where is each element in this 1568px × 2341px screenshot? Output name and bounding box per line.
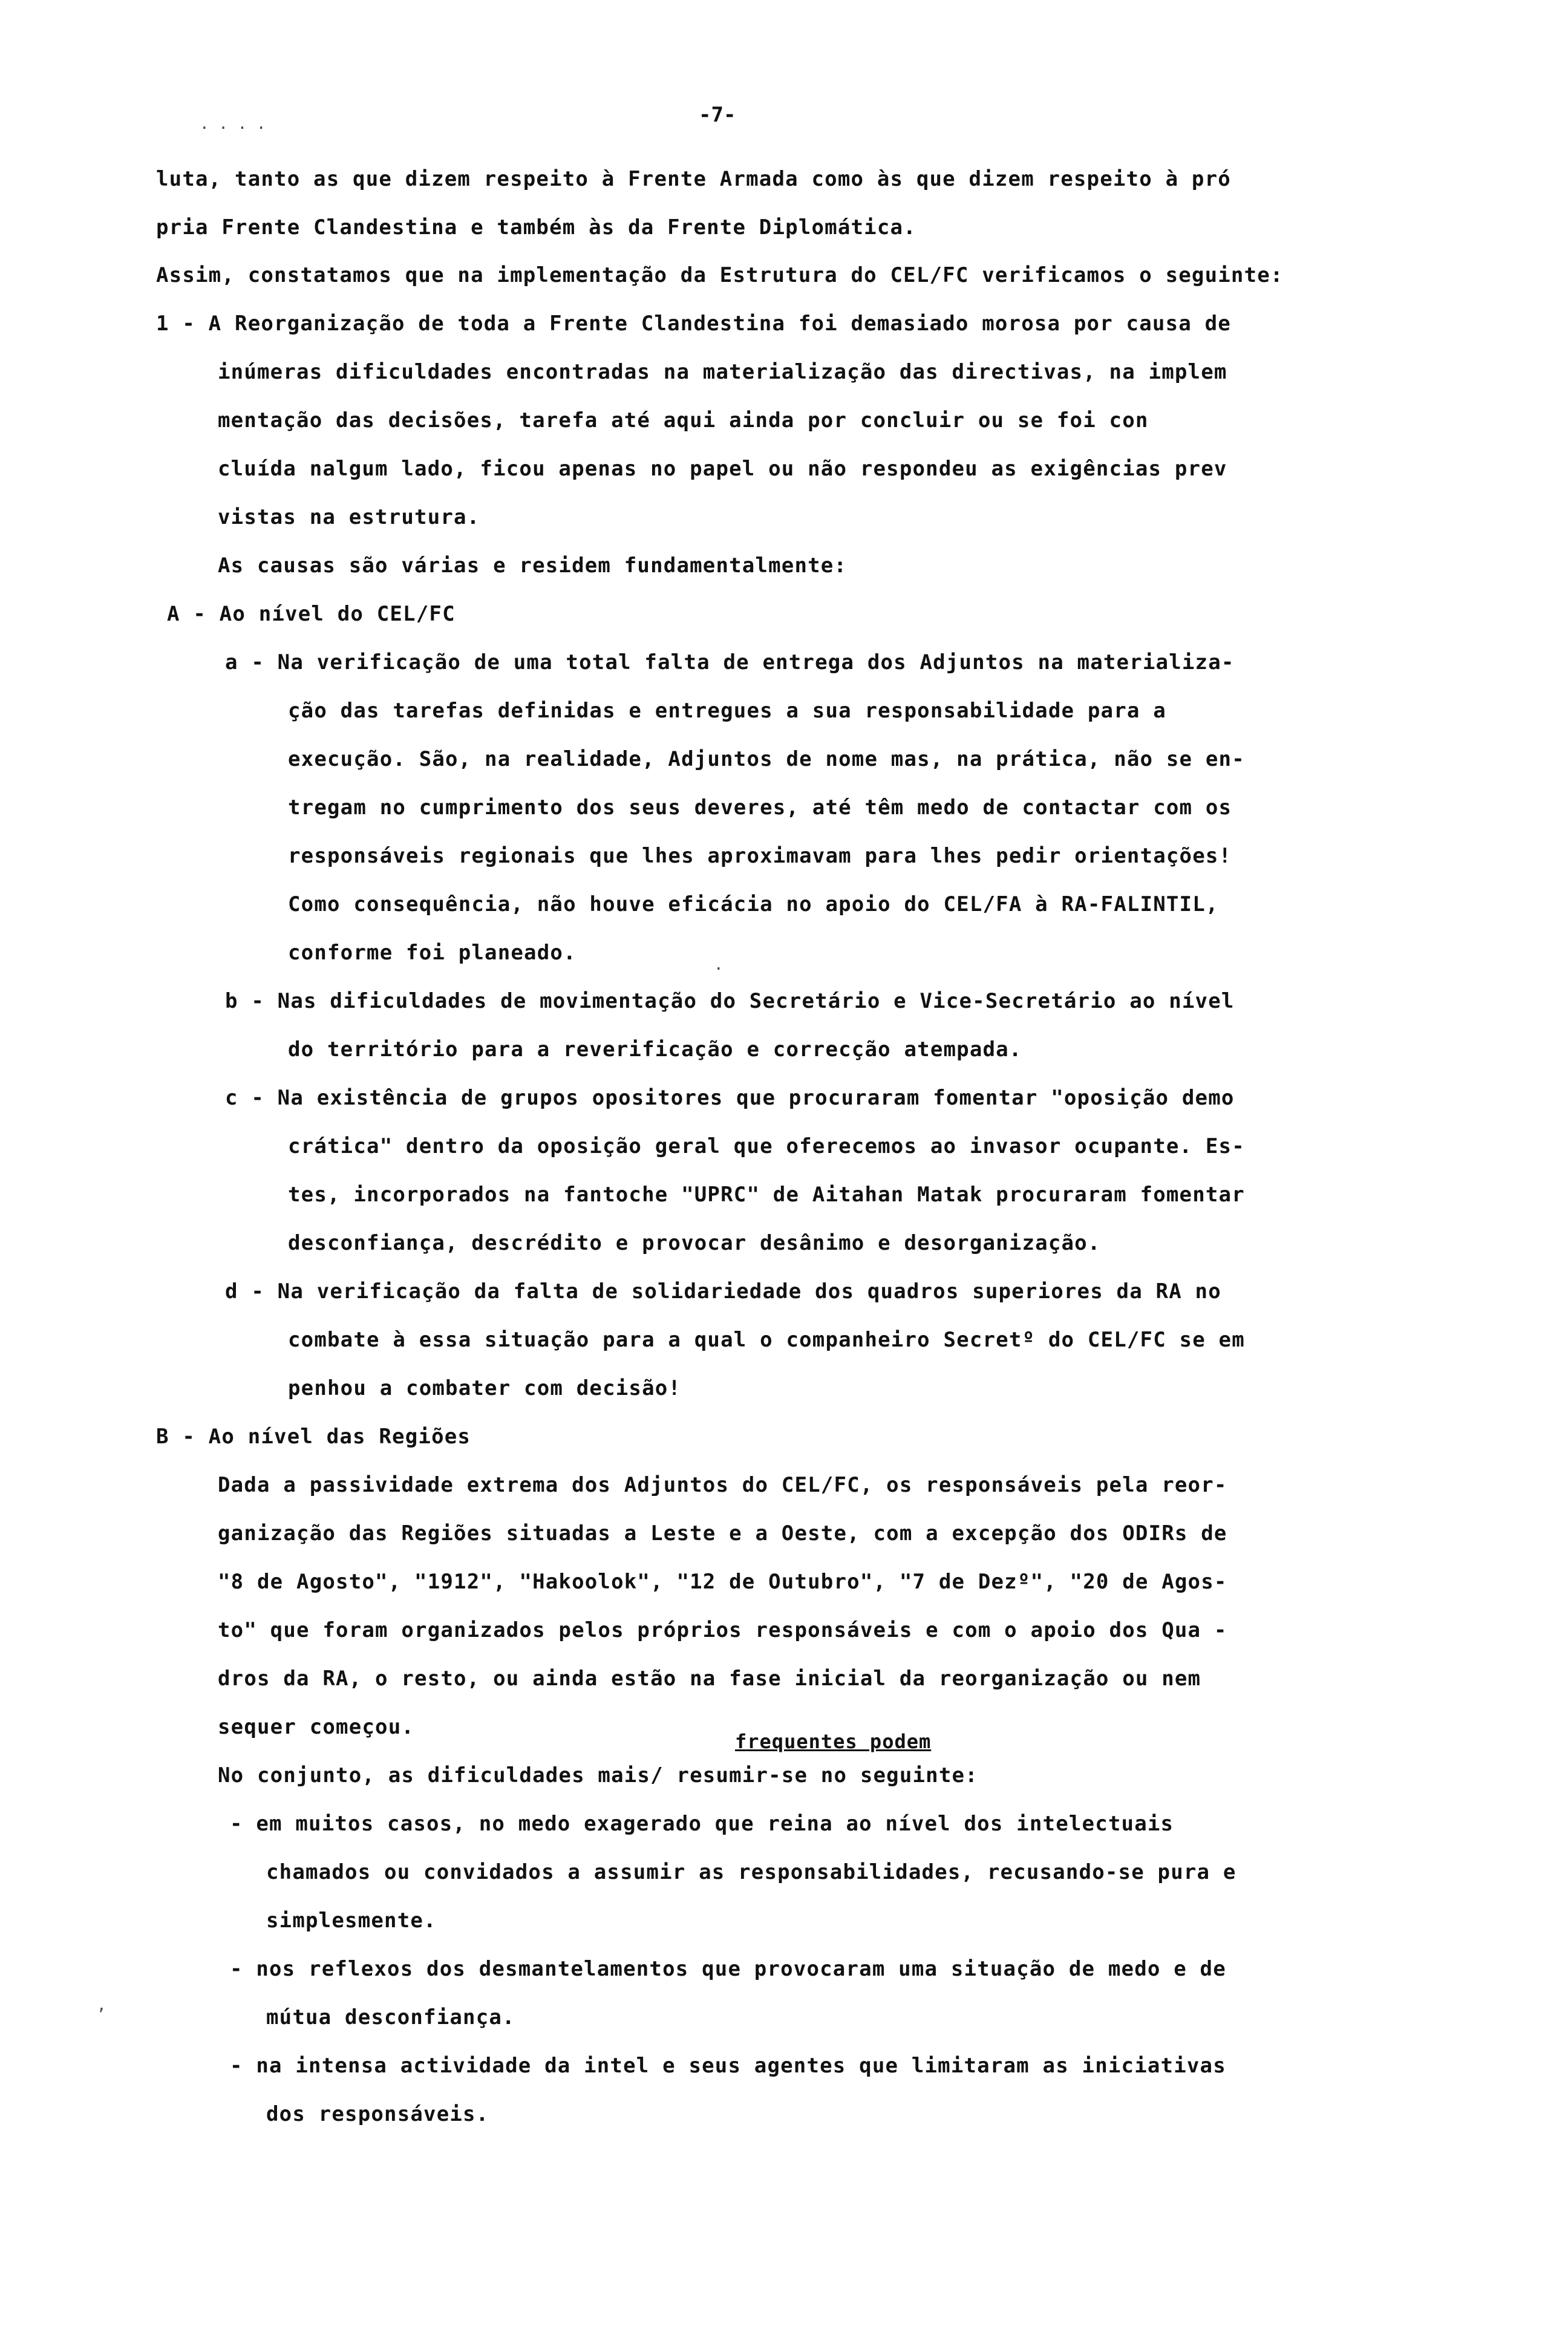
text-line: vistas na estrutura.	[218, 505, 480, 529]
text-line: execução. São, na realidade, Adjuntos de nome mas, na prática, não se en-	[288, 747, 1245, 771]
text-line: tes, incorporados na fantoche "UPRC" de Aitahan Matak procuraram fomentar	[288, 1183, 1245, 1207]
text-line: dros da RA, o resto, ou ainda estão na fase inicial da reorganização ou nem	[218, 1667, 1201, 1691]
text-line: ganização das Regiões situadas a Leste e a Oeste, com a excepção dos ODIRs de	[218, 1521, 1227, 1546]
text-line: desconfiança, descrédito e provocar desânimo e desorganização.	[288, 1231, 1101, 1255]
text-line: crática" dentro da oposição geral que oferecemos ao invasor ocupante. Es-	[288, 1134, 1245, 1158]
list-item-d: d - Na verificação da falta de solidariedade dos quadros superiores da RA no	[225, 1279, 1221, 1304]
text-line: mútua desconfiança.	[266, 2005, 515, 2029]
text-line: luta, tanto as que dizem respeito à Frente Armada como às que dizem respeito à pró	[156, 167, 1231, 191]
list-item-1: 1 - A Reorganização de toda a Frente Clandestina foi demasiado morosa por causa de	[156, 312, 1231, 336]
text-line: pria Frente Clandestina e também às da Frente Diplomática.	[156, 215, 916, 240]
stray-mark-mid: .	[714, 956, 724, 974]
text-line: to" que foram organizados pelos próprios responsáveis e com o apoio dos Qua -	[218, 1618, 1227, 1642]
text-line: mentação das decisões, tarefa até aqui ainda por concluir ou se foi con	[218, 408, 1149, 433]
text-line: simplesmente.	[266, 1908, 437, 1933]
text-line: do território para a reverificação e correcção atempada.	[288, 1037, 1022, 1062]
text-line: chamados ou convidados a assumir as responsabilidades, recusando-se pura e	[266, 1860, 1236, 1884]
stray-mark-left: ,	[97, 1996, 106, 2014]
bullet-item: - na intensa actividade da intel e seus agentes que limitaram as iniciativas	[230, 2054, 1226, 2078]
bullet-item: - nos reflexos dos desmantelamentos que provocaram uma situação de medo e de	[230, 1957, 1226, 1981]
handwritten-insertion: frequentes podem	[735, 1730, 932, 1753]
text-line: Como consequência, não houve eficácia no apoio do CEL/FA à RA-FALINTIL,	[288, 892, 1219, 916]
text-line: Dada a passividade extrema dos Adjuntos do CEL/FC, os responsáveis pela reor-	[218, 1473, 1227, 1497]
text-line: combate à essa situação para a qual o companheiro Secretº do CEL/FC se em	[288, 1328, 1245, 1352]
text-line: No conjunto, as dificuldades mais/ resumir-se no seguinte:	[218, 1763, 978, 1788]
list-item-a: a - Na verificação de uma total falta de entrega dos Adjuntos na materializa-	[225, 650, 1235, 674]
text-line: inúmeras dificuldades encontradas na materialização das directivas, na implem	[218, 360, 1227, 384]
list-item-c: c - Na existência de grupos opositores que procuraram fomentar "oposição demo	[225, 1086, 1235, 1110]
stray-marks-top: . . . .	[200, 115, 266, 133]
text-line: responsáveis regionais que lhes aproximavam para lhes pedir orientações!	[288, 844, 1232, 868]
section-heading-a: A - Ao nível do CEL/FC	[167, 602, 456, 626]
text-line: Assim, constatamos que na implementação da Estrutura do CEL/FC verificamos o seguinte:	[156, 263, 1284, 287]
text-line: "8 de Agosto", "1912", "Hakoolok", "12 de Outubro", "7 de Dezº", "20 de Agos-	[218, 1570, 1227, 1594]
text-line: ção das tarefas definidas e entregues a sua responsabilidade para a	[288, 699, 1166, 723]
text-line: cluída nalgum lado, ficou apenas no papel ou não respondeu as exigências prev	[218, 457, 1227, 481]
text-line: penhou a combater com decisão!	[288, 1376, 682, 1400]
text-line: sequer começou.	[218, 1715, 415, 1739]
page-number: -7-	[699, 103, 736, 127]
text-line: conforme foi planeado.	[288, 941, 577, 965]
text-line: As causas são várias e residem fundamentalmente:	[218, 553, 848, 578]
text-line: dos responsáveis.	[266, 2102, 489, 2126]
bullet-item: - em muitos casos, no medo exagerado que reina ao nível dos intelectuais	[230, 1812, 1174, 1836]
list-item-b: b - Nas dificuldades de movimentação do Secretário e Vice-Secretário ao nível	[225, 989, 1235, 1013]
text-line: tregam no cumprimento dos seus deveres, até têm medo de contactar com os	[288, 795, 1232, 820]
section-heading-b: B - Ao nível das Regiões	[156, 1425, 471, 1449]
